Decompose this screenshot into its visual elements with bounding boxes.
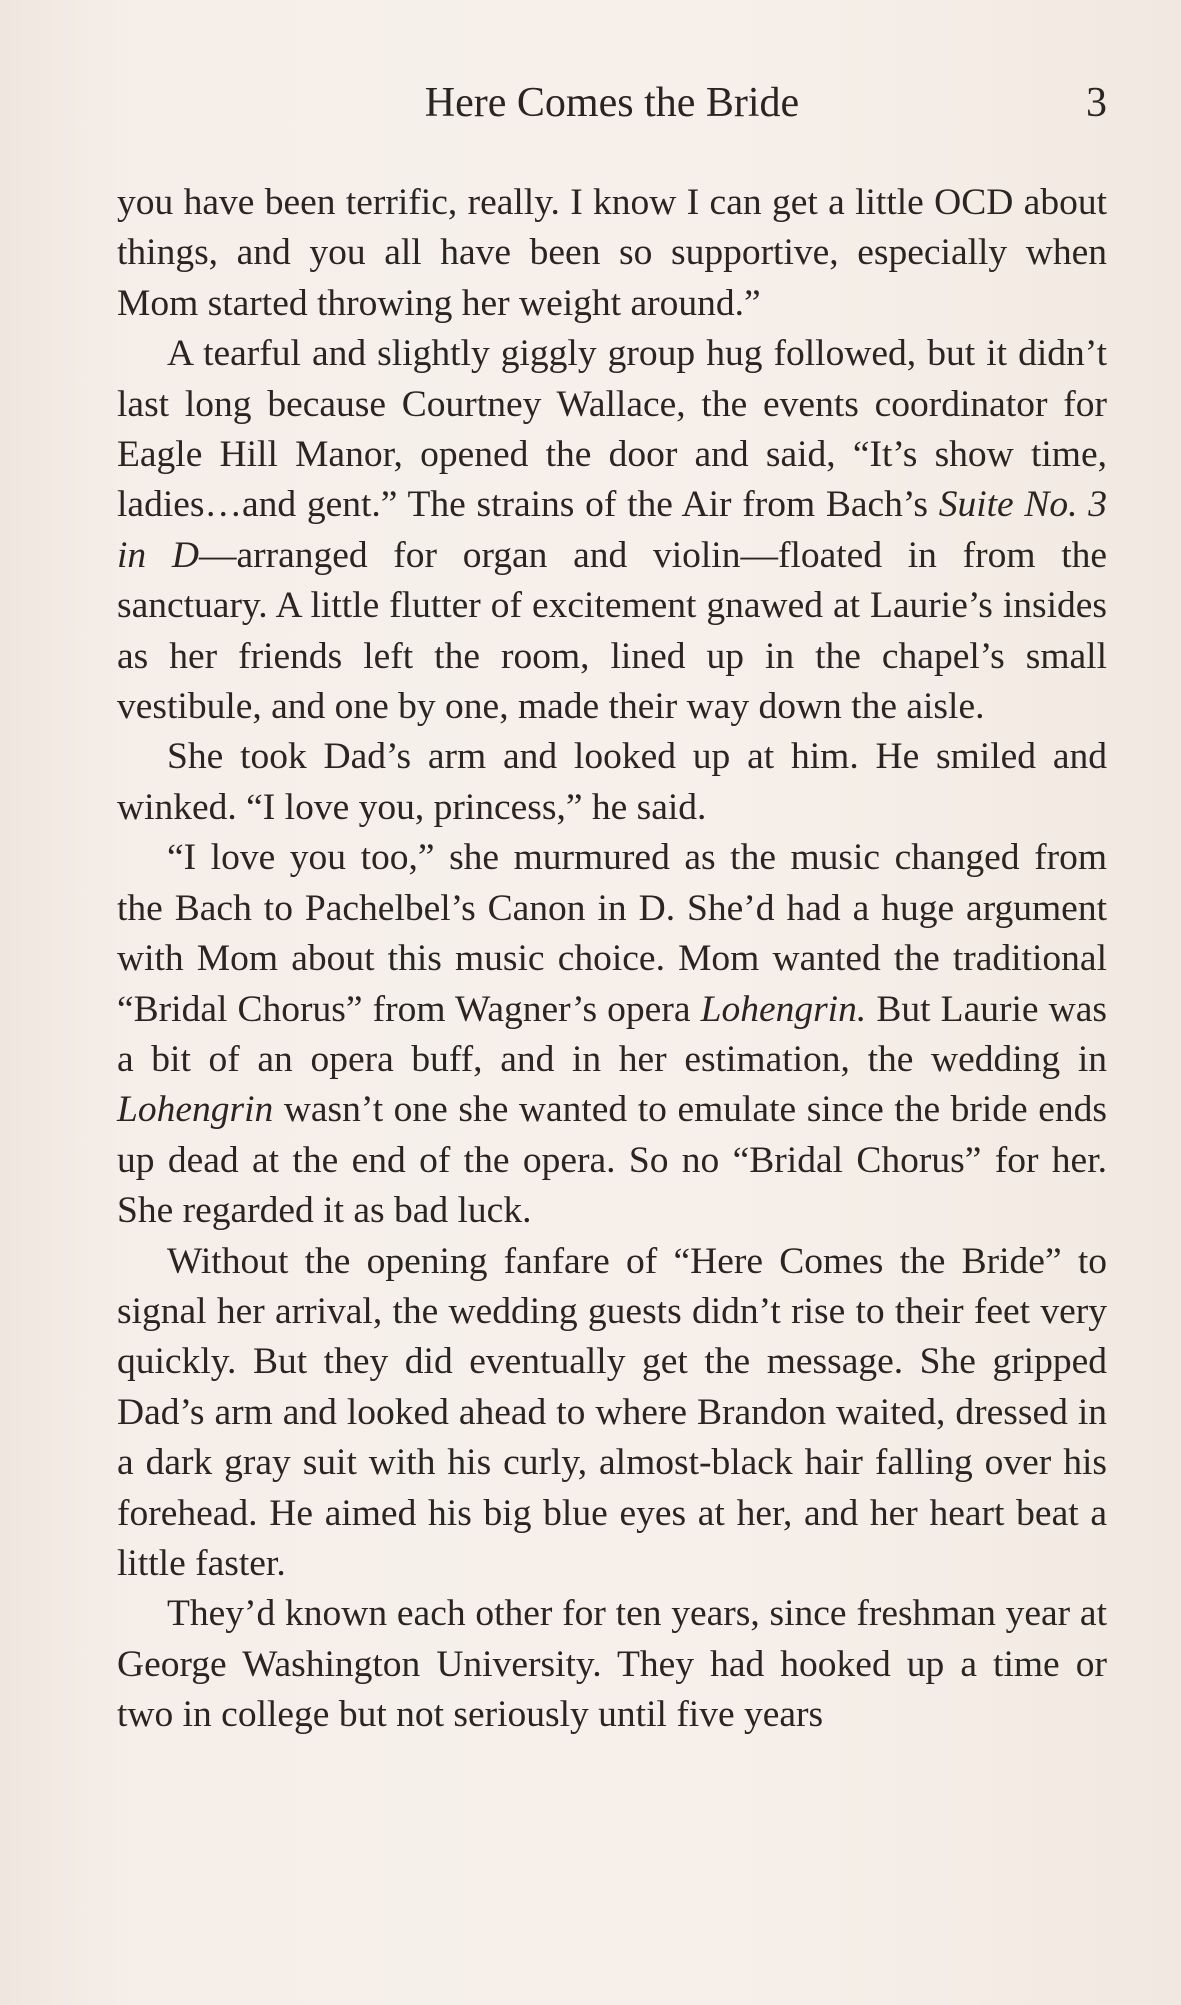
text-run: “I love you too,” she murmured as the music changed from the Bach to Pachelbel’s Canon in D. She’d had a huge argument with Mom about this music choice. Mom wanted the traditional “Bridal Chorus” from Wagner’s opera [117, 837, 1107, 1030]
paragraph [117, 732, 1107, 833]
italic-title: Lohengrin. [700, 988, 867, 1030]
text-run: you have been terrific, really. I know I can get a little OCD about things, and you all have been so supportive, especially when Mom started throwing her weight around.” [117, 182, 1107, 324]
running-head [117, 78, 1107, 128]
page-number: 3 [1086, 80, 1107, 126]
paragraph [117, 329, 1107, 732]
paragraph [117, 178, 1107, 329]
body-text [117, 178, 1107, 1741]
paragraph [117, 1589, 1107, 1740]
paragraph [117, 1237, 1107, 1590]
text-run: They’d known each other for ten years, since freshman year at George Washington University. They had hooked up a time or two in college but not seriously until five years [117, 1593, 1107, 1736]
text-run: wasn’t one she wanted to emulate since the bride ends up dead at the end of the opera. So no “Bridal Chorus” for her. She regarded it as bad luck. [117, 1089, 1107, 1232]
text-run: —arranged for organ and violin—floated in from the sanctuary. A little flutter of excitement gnawed at Laurie’s insides as her friends left the room, lined up in the chapel’s small vestibule, and one by one, made their way down the aisle. [117, 534, 1108, 728]
running-title: Here Comes the Bride [424, 80, 800, 126]
paragraph [117, 833, 1107, 1236]
text-run: She took Dad’s arm and looked up at him. He smiled and winked. “I love you, princess,” he said. [117, 736, 1107, 828]
italic-title: Lohengrin [117, 1089, 274, 1131]
text-run: But Laurie was a bit of an opera buff, and in her estimation, the wedding in [117, 988, 1107, 1080]
italic-title: Suite No. 3 in D [117, 484, 1108, 576]
text-run: A tearful and slightly giggly group hug followed, but it didn’t last long because Courtney Wallace, the events coordinator for Eagle Hill Manor, opened the door and said, “It’s show time, ladies…and gent.” The strains of the Air from Bach’s [117, 333, 1107, 526]
text-run: Without the opening fanfare of “Here Comes the Bride” to signal her arrival, the wedding guests didn’t rise to their feet very quickly. But they did eventually get the message. She gripped Dad’s arm and looked ahead to where Brandon waited, dressed in a dark gray suit with his curly, almost-black hair falling over his forehead. He aimed his big blue eyes at her, and her heart beat a little faster. [117, 1240, 1107, 1584]
